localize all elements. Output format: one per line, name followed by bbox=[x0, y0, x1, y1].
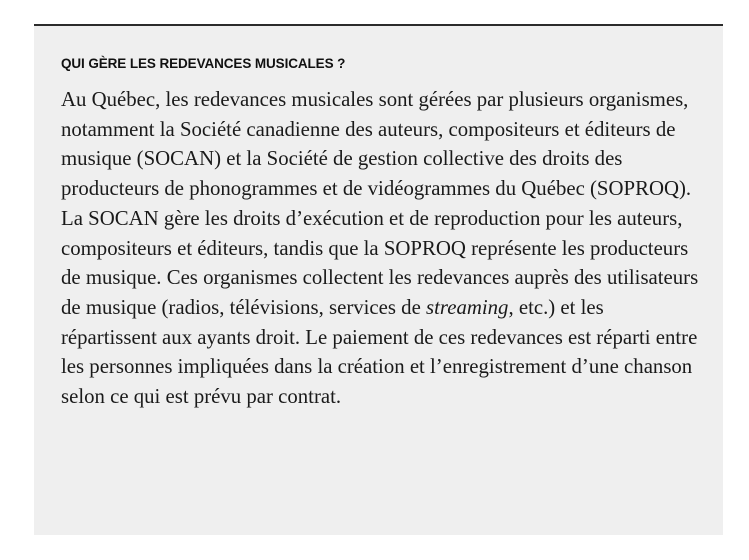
box-title: QUI GÈRE LES REDEVANCES MUSICALES ? bbox=[61, 56, 346, 71]
paragraph-italic-term: streaming bbox=[426, 295, 509, 319]
paragraph-text-part2: , etc.) et les répartissent aux ayants droit. Le paiement de ces redevances est réparti entre les personnes impliquées dans la création et l’enregistrement d’une chanson selon ce qui est prévu par contrat. bbox=[61, 295, 698, 409]
box-paragraph bbox=[61, 85, 701, 412]
info-box bbox=[34, 24, 723, 535]
paragraph-text-part1: Au Québec, les redevances musicales sont gérées par plusieurs organismes, notamment la Société canadienne des auteurs, compositeurs et éditeurs de musique (SOCAN) et la Société de gestion collective des droits des producteurs de phonogrammes et de vidéogrammes du Québec (SOPROQ). La SOCAN gère les droits d’exécution et de reproduction pour les auteurs, compositeurs et éditeurs, tandis que la SOPROQ représente les producteurs de musique. Ces organismes collectent les redevances auprès des utilisateurs de musique (radios, télévisions, services de bbox=[61, 88, 699, 319]
